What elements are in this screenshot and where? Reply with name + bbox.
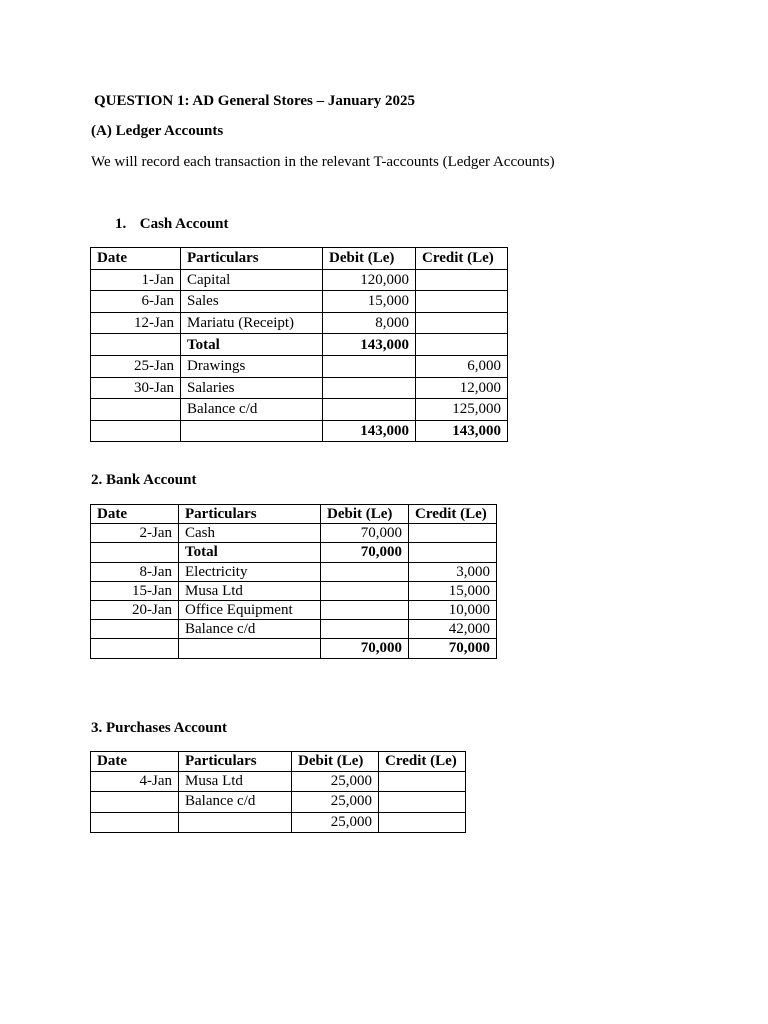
date-cell [91, 543, 179, 562]
particulars-cell: Mariatu (Receipt) [181, 312, 323, 334]
bank-account-heading: 2. Bank Account [91, 472, 197, 488]
header-row [91, 248, 508, 270]
particulars-cell: Cash [179, 524, 321, 543]
particulars-cell: Total [179, 543, 321, 562]
debit-cell: 8,000 [323, 312, 416, 334]
date-cell: 4-Jan [91, 772, 179, 792]
table-row [91, 792, 466, 812]
particulars-header: Particulars [179, 752, 292, 772]
date-cell [91, 399, 181, 421]
debit-cell: 143,000 [323, 420, 416, 442]
credit-cell: 3,000 [409, 562, 497, 581]
credit-cell [416, 312, 508, 334]
table-row [91, 772, 466, 792]
table-row [91, 291, 508, 313]
credit-cell [379, 812, 466, 832]
particulars-cell: Electricity [179, 562, 321, 581]
credit-cell [379, 792, 466, 812]
header-row [91, 752, 466, 772]
particulars-cell: Balance c/d [181, 399, 323, 421]
cash-account-heading [115, 216, 229, 233]
date-cell [91, 639, 179, 658]
debit-cell: 15,000 [323, 291, 416, 313]
list-number: 1. [115, 216, 127, 232]
table-row [91, 355, 508, 377]
table-row [91, 562, 497, 581]
table-row [91, 399, 508, 421]
section-heading-ledger: (A) Ledger Accounts [91, 123, 224, 139]
date-cell: 30-Jan [91, 377, 181, 399]
credit-cell [379, 772, 466, 792]
debit-cell [323, 399, 416, 421]
date-cell: 2-Jan [91, 524, 179, 543]
particulars-cell: Sales [181, 291, 323, 313]
credit-cell: 143,000 [416, 420, 508, 442]
date-cell: 25-Jan [91, 355, 181, 377]
credit-header: Credit (Le) [379, 752, 466, 772]
table-row [91, 377, 508, 399]
cash-account-title: Cash Account [139, 216, 229, 232]
particulars-cell: Balance c/d [179, 792, 292, 812]
date-header: Date [91, 248, 181, 270]
credit-cell: 70,000 [409, 639, 497, 658]
debit-cell [321, 620, 409, 639]
debit-cell [321, 600, 409, 619]
date-cell: 6-Jan [91, 291, 181, 313]
credit-cell [416, 291, 508, 313]
particulars-cell: Balance c/d [179, 620, 321, 639]
header-row [91, 505, 497, 524]
date-header: Date [91, 752, 179, 772]
credit-cell [416, 269, 508, 291]
debit-cell [321, 562, 409, 581]
table-row [91, 334, 508, 356]
debit-cell: 25,000 [292, 792, 379, 812]
debit-header: Debit (Le) [323, 248, 416, 270]
date-cell [91, 420, 181, 442]
debit-cell: 25,000 [292, 812, 379, 832]
date-cell: 8-Jan [91, 562, 179, 581]
particulars-cell: Capital [181, 269, 323, 291]
date-cell: 1-Jan [91, 269, 181, 291]
table-row [91, 420, 508, 442]
date-cell: 20-Jan [91, 600, 179, 619]
debit-cell [323, 377, 416, 399]
particulars-header: Particulars [179, 505, 321, 524]
particulars-cell: Drawings [181, 355, 323, 377]
credit-cell [416, 334, 508, 356]
debit-header: Debit (Le) [321, 505, 409, 524]
debit-cell: 143,000 [323, 334, 416, 356]
particulars-header: Particulars [181, 248, 323, 270]
debit-cell: 25,000 [292, 772, 379, 792]
debit-cell: 70,000 [321, 524, 409, 543]
debit-cell [321, 581, 409, 600]
cash-account-table [90, 247, 508, 442]
date-cell [91, 334, 181, 356]
credit-cell: 10,000 [409, 600, 497, 619]
credit-cell [409, 524, 497, 543]
credit-cell: 15,000 [409, 581, 497, 600]
date-cell [91, 620, 179, 639]
date-cell [91, 812, 179, 832]
table-row [91, 581, 497, 600]
table-row [91, 600, 497, 619]
debit-cell: 70,000 [321, 543, 409, 562]
particulars-cell: Office Equipment [179, 600, 321, 619]
date-cell [91, 792, 179, 812]
debit-header: Debit (Le) [292, 752, 379, 772]
debit-cell [323, 355, 416, 377]
table-row [91, 620, 497, 639]
purchases-account-table [90, 751, 466, 833]
particulars-cell: Salaries [181, 377, 323, 399]
table-row [91, 639, 497, 658]
particulars-cell: Musa Ltd [179, 772, 292, 792]
table-row [91, 524, 497, 543]
particulars-cell: Musa Ltd [179, 581, 321, 600]
purchases-account-heading: 3. Purchases Account [91, 720, 227, 736]
table-row [91, 312, 508, 334]
date-cell: 12-Jan [91, 312, 181, 334]
credit-header: Credit (Le) [409, 505, 497, 524]
credit-cell: 6,000 [416, 355, 508, 377]
date-cell: 15-Jan [91, 581, 179, 600]
credit-header: Credit (Le) [416, 248, 508, 270]
intro-paragraph: We will record each transaction in the relevant T-accounts (Ledger Accounts) [91, 154, 555, 170]
credit-cell: 42,000 [409, 620, 497, 639]
bank-account-table [90, 504, 497, 659]
date-header: Date [91, 505, 179, 524]
debit-cell: 70,000 [321, 639, 409, 658]
particulars-cell: Total [181, 334, 323, 356]
page-title: QUESTION 1: AD General Stores – January 2025 [94, 93, 415, 109]
particulars-cell [181, 420, 323, 442]
table-row [91, 812, 466, 832]
table-row [91, 543, 497, 562]
table-row [91, 269, 508, 291]
particulars-cell [179, 812, 292, 832]
debit-cell: 120,000 [323, 269, 416, 291]
credit-cell [409, 543, 497, 562]
credit-cell: 12,000 [416, 377, 508, 399]
credit-cell: 125,000 [416, 399, 508, 421]
particulars-cell [179, 639, 321, 658]
